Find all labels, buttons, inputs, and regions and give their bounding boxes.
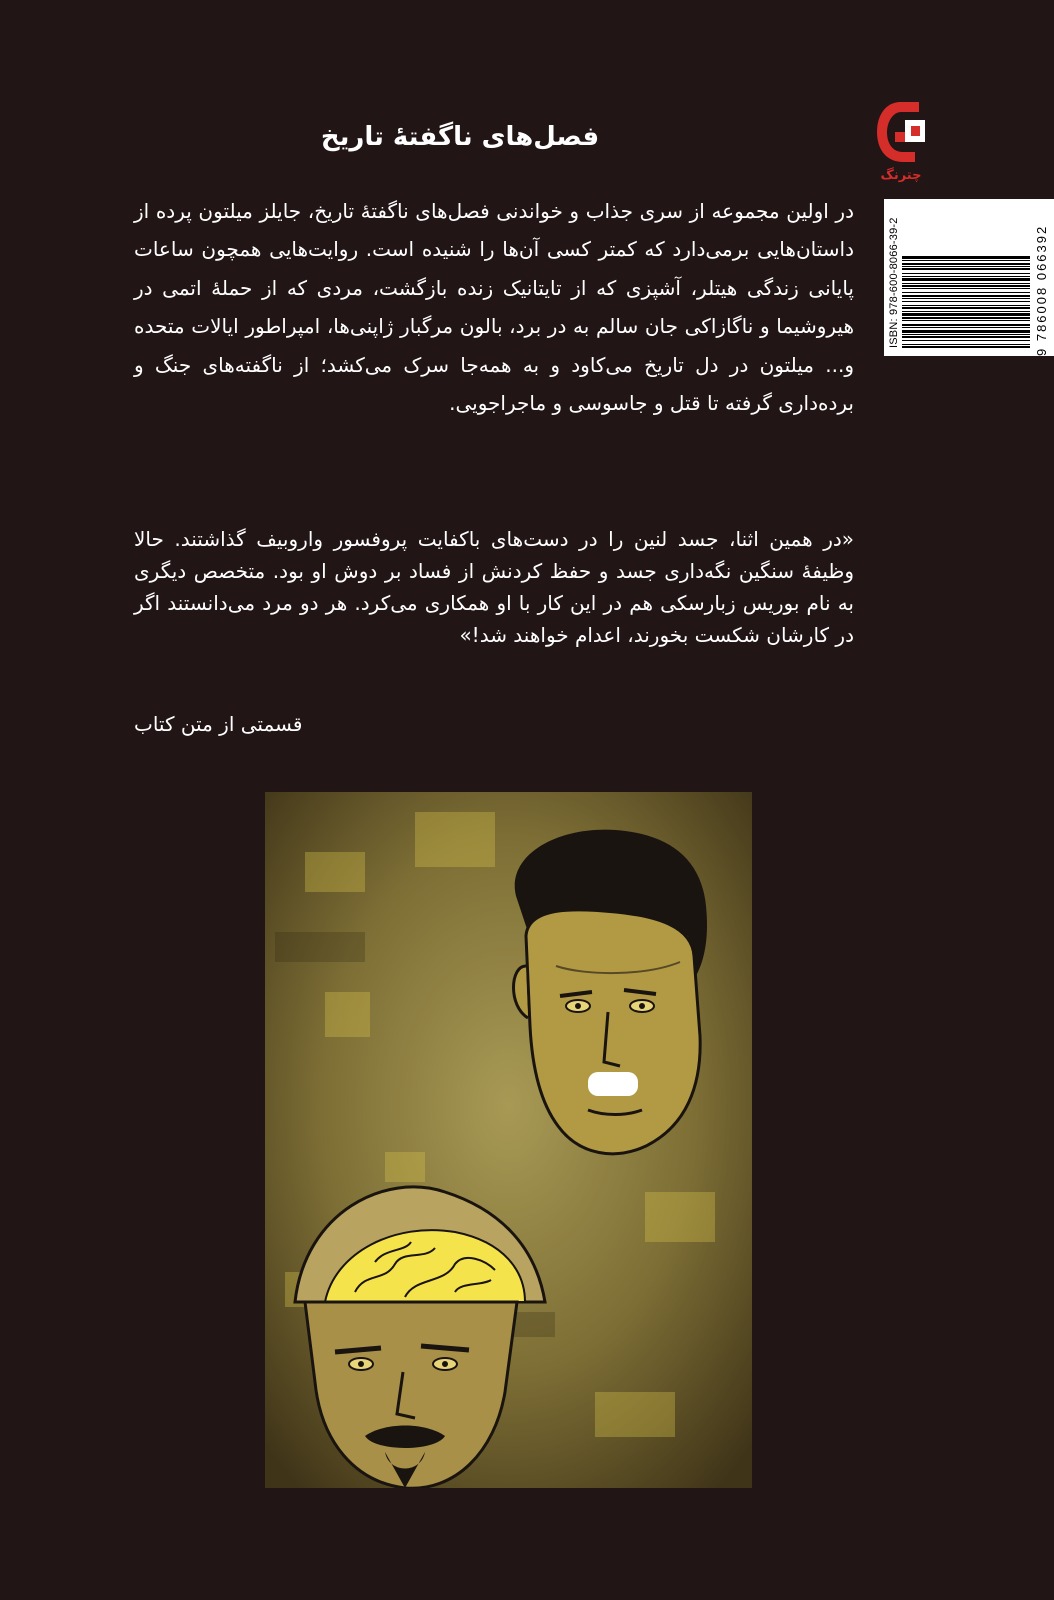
barcode-bar <box>902 307 1030 309</box>
isbn-barcode <box>884 199 1054 356</box>
barcode-bar <box>902 317 1030 319</box>
barcode-bar <box>902 263 1030 265</box>
barcode-bar <box>902 285 1030 287</box>
isbn-label: ISBN: 978-600-8066-39-2 <box>888 217 900 348</box>
book-title: فصل‌های ناگفتهٔ تاریخ <box>320 122 600 152</box>
barcode-bar <box>902 276 1030 277</box>
barcode-bar <box>902 301 1030 302</box>
barcode-bar <box>902 330 1030 333</box>
barcode-bar <box>902 320 1030 321</box>
barcode-bar <box>902 344 1030 345</box>
barcode-bar <box>902 298 1030 299</box>
barcode-bar <box>902 295 1030 297</box>
cover-illustration <box>265 792 752 1488</box>
barcode-bar <box>902 340 1030 341</box>
barcode-bar <box>902 292 1030 293</box>
barcode-bar <box>902 336 1030 338</box>
quote-caption: قسمتی از متن کتاب <box>134 712 303 736</box>
barcode-bar <box>902 313 1030 316</box>
barcode-bar <box>902 346 1030 348</box>
barcode-digits: 9 786008 066392 <box>1034 224 1049 356</box>
barcode-bar <box>902 288 1030 289</box>
barcode-bar <box>902 311 1030 312</box>
barcode-bar <box>902 324 1030 326</box>
book-quote: «در همین اثنا، جسد لنین را در دست‌های باکفایت پروفسور واروبیف گذاشتند. حالا وظیفهٔ سنگین نگه‌داری جسد و حفظ کردنش از فساد بر دوش او بود. متخصص دیگری به نام بوریس زبارسکی هم در این کار با او همکاری می‌کرد. هر دو مرد می‌دانستند اگر در کارشان شکست بخورند، اعدام خواهند شد!» <box>134 527 854 647</box>
barcode-bar <box>902 278 1030 281</box>
barcode-bar <box>902 334 1030 335</box>
book-blurb: در اولین مجموعه از سری جذاب و خواندنی فصل‌های ناگفتهٔ تاریخ، جایلز میلتون پرده از داستان‌هایی برمی‌دارد که کمتر کسی آن‌ها را شنیده است. روایت‌هایی همچون ساعات پایانی زندگی هیتلر، آشپزی که از تایتانیک زنده بازگشت، مردی که از حملهٔ اتمی در هیروشیما و ناگازاکی جان سالم به در برد، بالون مرگبار ژاپنی‌ها، امپراطور ایالات متحده و... میلتون در دل تاریخ می‌کاود و به همه‌جا سرک می‌کشد؛ از ناگفته‌های جنگ و برده‌داری گرفته تا قتل و جاسوسی و ماجراجویی. <box>134 199 854 416</box>
barcode-bar <box>902 305 1030 306</box>
barcode-bar <box>902 260 1030 261</box>
barcode-bar <box>902 283 1030 284</box>
barcode-bars <box>902 198 1034 348</box>
barcode-bar <box>902 256 1030 259</box>
barcode-bar <box>902 327 1030 328</box>
barcode-bar <box>902 273 1030 274</box>
barcode-bar <box>902 268 1030 270</box>
barcode-bar <box>902 266 1030 267</box>
publisher-name: چترنگ <box>880 168 922 183</box>
